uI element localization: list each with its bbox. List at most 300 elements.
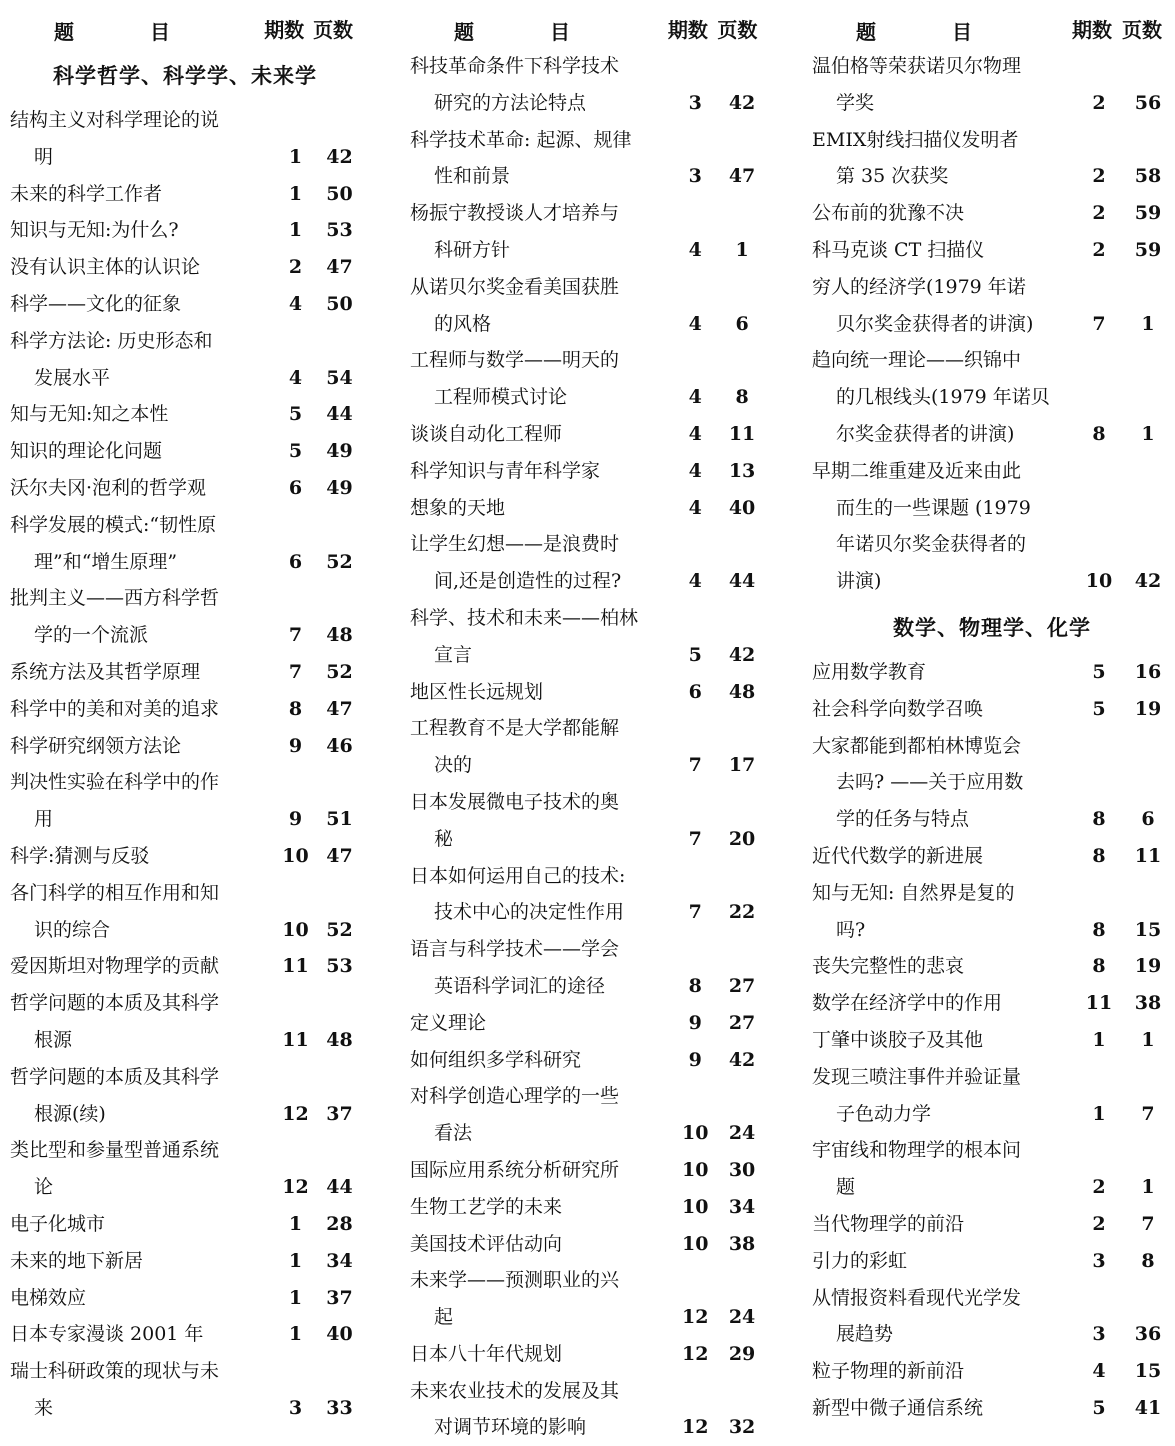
entry-issue: 5 [1092, 697, 1106, 720]
header-title-a: 题 [856, 20, 876, 44]
entry-title-line: 去吗? ——关于应用数 [836, 771, 1024, 794]
entry-title-line: 未来学——预测职业的兴 [410, 1269, 620, 1292]
toc-entry [10, 396, 360, 433]
entry-title [410, 858, 671, 932]
entry-issue: 10 [681, 1122, 709, 1145]
entry-issue: 10 [681, 1158, 709, 1181]
entry-title [10, 323, 272, 397]
entry-issue: 1 [288, 1323, 303, 1346]
toc-entry [812, 691, 1172, 728]
entry-title [410, 1373, 671, 1446]
entry-title [812, 48, 1074, 122]
entry-page: 20 [728, 827, 756, 850]
toc-entry [10, 1059, 360, 1133]
entry-page: 37 [326, 1286, 353, 1309]
toc-entry [10, 212, 360, 249]
entry-page: 8 [1141, 1249, 1155, 1272]
entry-title-line: 英语科学词汇的途径 [434, 974, 606, 997]
toc-entry [812, 1206, 1172, 1243]
entry-issue: 11 [1085, 992, 1113, 1015]
entry-issue: 2 [1092, 1176, 1106, 1199]
entry-title [812, 1243, 1074, 1280]
entry-title [410, 269, 671, 343]
entry-title-line: 从情报资料看现代光学发 [812, 1286, 1022, 1309]
entry-title-line: 发现三喷注事件并验证量 [812, 1065, 1022, 1088]
entry-title-line: 电子化城市 [10, 1212, 106, 1235]
toc-entry [10, 323, 360, 397]
toc-entry [10, 948, 360, 985]
entry-title [410, 453, 671, 490]
entry-title-line: 社会科学向数学召唤 [812, 697, 984, 720]
entry-title [812, 1022, 1074, 1059]
entry-title-line: 用 [34, 808, 54, 831]
entry-title [410, 1226, 671, 1263]
entry-title-line: 沃尔夫冈·泡利的哲学观 [10, 476, 207, 499]
toc-entry [410, 1005, 765, 1042]
entry-page: 49 [326, 476, 353, 499]
entry-title-line: 工程师模式讨论 [434, 386, 568, 409]
entry-issue: 2 [1092, 238, 1106, 261]
header-page: 页数 [1122, 17, 1162, 42]
entry-title-line: 数学在经济学中的作用 [812, 992, 1003, 1015]
entry-title-line: 吗? [836, 918, 866, 941]
toc-entry [410, 674, 765, 711]
entry-page: 1 [1141, 1176, 1155, 1199]
toc-entry [10, 1243, 360, 1280]
column-header [410, 8, 765, 48]
entry-title-line: 宣言 [434, 643, 473, 666]
entry-page: 47 [728, 165, 756, 188]
entry-title [10, 1059, 272, 1133]
toc-entry [10, 1353, 360, 1427]
entry-issue: 10 [282, 844, 309, 867]
entry-title [10, 102, 272, 176]
entry-title-line: 日本发展微电子技术的奥 [410, 790, 620, 813]
entry-issue: 1 [1092, 1028, 1106, 1051]
entry-issue: 1 [288, 182, 303, 205]
entry-issue: 10 [681, 1232, 709, 1255]
column-header [10, 8, 360, 48]
toc-entry [410, 416, 765, 453]
entry-issue: 9 [288, 734, 303, 757]
entry-title-line: 而生的一些课题 (1979 [836, 496, 1031, 519]
column-2 [410, 8, 765, 1438]
toc-entry [10, 176, 360, 213]
entry-title-line: 工程师与数学——明天的 [410, 349, 620, 372]
entry-title-line: 科学研究纲领方法论 [10, 734, 182, 757]
entry-page: 6 [735, 312, 749, 335]
entry-title [410, 931, 671, 1005]
entry-issue: 7 [288, 624, 303, 647]
toc-entry [812, 1022, 1172, 1059]
entry-title [10, 1316, 272, 1353]
entry-title [410, 1042, 671, 1079]
entry-issue: 1 [288, 145, 303, 168]
toc-entry [410, 1262, 765, 1336]
entry-title-line: 科学中的美和对美的追求 [10, 697, 220, 720]
entry-title [812, 691, 1074, 728]
entry-title [410, 1078, 671, 1152]
entry-page: 11 [1134, 844, 1162, 867]
entry-issue: 5 [1092, 660, 1106, 683]
entry-title [812, 232, 1074, 269]
entry-issue: 12 [681, 1416, 709, 1439]
entry-title [812, 195, 1074, 232]
toc-entry [812, 122, 1172, 196]
entry-issue: 7 [688, 827, 702, 850]
entry-title [410, 1262, 671, 1336]
entry-page: 28 [326, 1212, 353, 1235]
entry-issue: 6 [688, 680, 702, 703]
entry-issue: 6 [288, 550, 303, 573]
entry-title-line: 当代物理学的前沿 [812, 1212, 965, 1235]
entry-title [812, 654, 1074, 691]
entry-title-line: 新型中微子通信系统 [812, 1396, 984, 1419]
entry-title [10, 1132, 272, 1206]
entry-title [812, 1353, 1074, 1390]
toc-entry [410, 490, 765, 527]
entry-title-line: 定义理论 [410, 1011, 487, 1034]
entry-title [10, 691, 272, 728]
entry-title-line: 未来的地下新居 [10, 1249, 144, 1272]
entry-page: 19 [1134, 955, 1162, 978]
entry-title [10, 985, 272, 1059]
entry-title-line: 哲学问题的本质及其科学 [10, 1065, 220, 1088]
entry-issue: 4 [688, 422, 702, 445]
entry-title [812, 875, 1074, 949]
entry-title-line: 科学:猜测与反驳 [10, 844, 150, 867]
header-issue: 期数 [1072, 17, 1112, 42]
entry-page: 37 [326, 1102, 353, 1125]
entry-page: 33 [326, 1396, 353, 1419]
entry-title-line: 科学——文化的征象 [10, 292, 182, 315]
toc-entry [10, 102, 360, 176]
entry-page: 29 [728, 1342, 756, 1365]
entry-issue: 3 [688, 165, 702, 188]
entry-title-line: 论 [34, 1176, 54, 1199]
toc-entry [10, 249, 360, 286]
entry-title [812, 342, 1074, 452]
toc-entry [410, 600, 765, 674]
entry-page: 34 [326, 1249, 353, 1272]
entry-page: 59 [1134, 238, 1162, 261]
entry-page: 48 [326, 624, 353, 647]
entry-title [410, 674, 671, 711]
entry-title [10, 764, 272, 838]
entry-page: 38 [728, 1232, 756, 1255]
toc-entry [410, 931, 765, 1005]
entry-page: 24 [728, 1122, 756, 1145]
entry-issue: 10 [282, 918, 309, 941]
entry-issue: 8 [1092, 918, 1106, 941]
entry-issue: 4 [288, 366, 303, 389]
entry-page: 24 [728, 1306, 756, 1329]
entry-title-line: 粒子物理的新前沿 [812, 1360, 965, 1383]
entry-title [10, 654, 272, 691]
entry-issue: 8 [288, 697, 303, 720]
entry-title-line: 结构主义对科学理论的说 [10, 109, 220, 131]
entry-page: 27 [728, 974, 756, 997]
entry-page: 16 [1134, 660, 1162, 683]
entry-title-line: 第 35 次获奖 [836, 165, 949, 188]
entry-title [410, 490, 671, 527]
toc-entry [410, 453, 765, 490]
entry-title-line: 年诺贝尔奖金获得者的 [836, 533, 1027, 556]
entry-title-line: 地区性长远规划 [410, 680, 544, 703]
entry-title [812, 453, 1074, 600]
entry-title [410, 600, 671, 674]
entry-page: 7 [1141, 1102, 1155, 1125]
toc-entry [812, 269, 1172, 343]
entry-issue: 7 [688, 754, 702, 777]
entry-title [410, 122, 671, 196]
entry-page: 52 [326, 660, 353, 683]
toc-entry [410, 1042, 765, 1079]
entry-issue: 1 [288, 1249, 303, 1272]
entry-title-line: 根源(续) [34, 1102, 106, 1125]
entry-title-line: 类比型和参量型普通系统 [10, 1139, 220, 1162]
entry-title-line: 日本专家漫谈 2001 年 [10, 1323, 204, 1346]
entry-title [410, 1005, 671, 1042]
entry-title-line: 研究的方法论特点 [434, 91, 587, 114]
header-issue: 期数 [667, 17, 708, 42]
header-title [410, 8, 668, 48]
entry-page: 7 [1141, 1212, 1155, 1235]
entry-title [410, 784, 671, 858]
entry-page: 1 [735, 238, 749, 261]
entry-title [410, 1152, 671, 1189]
toc-entry [410, 269, 765, 343]
toc-entry [410, 526, 765, 600]
entry-page: 48 [728, 680, 756, 703]
entry-issue: 8 [1092, 844, 1106, 867]
entry-title-line: 理”和“增生原理” [34, 550, 178, 573]
entry-issue: 8 [1092, 808, 1106, 831]
entry-title-line: 科学、技术和未来——柏林 [410, 606, 639, 629]
toc-entry [812, 195, 1172, 232]
toc-entry [812, 875, 1172, 949]
entry-title-line: 引力的彩虹 [812, 1249, 908, 1272]
entry-title [812, 1059, 1074, 1133]
entry-page: 53 [326, 955, 353, 978]
toc-entry [410, 784, 765, 858]
entry-title-line: 哲学问题的本质及其科学 [10, 992, 220, 1015]
entry-title-line: 决的 [434, 754, 473, 777]
entry-issue: 7 [1092, 312, 1106, 335]
entry-title-line: 想象的天地 [410, 496, 506, 519]
entry-title-line: 公布前的犹豫不决 [812, 202, 965, 225]
entry-issue: 8 [1092, 422, 1106, 445]
toc-entry [812, 654, 1172, 691]
entry-page: 40 [728, 496, 756, 519]
entry-title-line: EMIX射线扫描仪发明者 [812, 128, 1019, 151]
toc-entry [812, 1243, 1172, 1280]
header-title-a: 题 [454, 20, 474, 44]
section-heading: 科学哲学、科学学、未来学 [53, 64, 317, 88]
entry-title [812, 838, 1074, 875]
toc-entry [10, 1316, 360, 1353]
entry-title [410, 48, 671, 122]
entry-title-line: 对科学创造心理学的一些 [410, 1085, 620, 1108]
entry-issue: 5 [288, 440, 303, 463]
column-1-entries [10, 48, 360, 1427]
entry-title [410, 526, 671, 600]
entry-title [10, 212, 272, 249]
entry-title-line: 日本八十年代规划 [410, 1342, 563, 1365]
entry-title-line: 应用数学教育 [812, 660, 927, 683]
entry-title [410, 1336, 671, 1373]
entry-issue: 3 [1092, 1249, 1106, 1272]
entry-title-line: 杨振宁教授谈人才培养与 [410, 202, 620, 225]
header-title [812, 8, 1072, 48]
toc-entry [410, 122, 765, 196]
entry-page: 50 [326, 182, 353, 205]
entry-title [812, 1206, 1074, 1243]
column-2-entries [410, 48, 765, 1446]
entry-title-line: 科学技术革命: 起源、规律 [410, 128, 632, 151]
entry-title-line: 学的任务与特点 [836, 808, 970, 831]
entry-title [410, 710, 671, 784]
entry-title-line: 谈谈自动化工程师 [410, 422, 563, 445]
entry-title [10, 1280, 272, 1317]
column-3 [812, 8, 1172, 1438]
entry-title-line: 根源 [34, 1028, 73, 1051]
entry-page: 52 [326, 918, 353, 941]
entry-title-line: 知识的理论化问题 [10, 440, 163, 463]
toc-entry [410, 1373, 765, 1446]
toc-entry [10, 985, 360, 1059]
toc-entry [10, 580, 360, 654]
entry-page: 42 [728, 1048, 756, 1071]
entry-issue: 4 [688, 459, 702, 482]
entry-title-line: 系统方法及其哲学原理 [10, 660, 201, 683]
entry-page: 42 [728, 643, 756, 666]
entry-page: 11 [728, 422, 756, 445]
entry-title-line: 讲演) [836, 570, 882, 593]
toc-entry [812, 1353, 1172, 1390]
entry-title-line: 间,还是创造性的过程? [434, 570, 622, 593]
entry-issue: 1 [1092, 1102, 1106, 1125]
header-title-a: 题 [54, 20, 74, 44]
entry-issue: 5 [688, 643, 702, 666]
entry-page: 51 [326, 808, 353, 831]
entry-page: 48 [326, 1028, 353, 1051]
entry-page: 44 [728, 570, 756, 593]
entry-page: 46 [326, 734, 353, 757]
entry-title-line: 秘 [434, 827, 454, 850]
entry-issue: 7 [288, 660, 303, 683]
entry-title-line: 从诺贝尔奖金看美国获胜 [410, 275, 620, 298]
entry-title-line: 来 [34, 1396, 54, 1419]
entry-title [10, 1243, 272, 1280]
header-page: 页数 [717, 17, 758, 42]
header-title-b: 目 [550, 20, 570, 44]
entry-title [10, 728, 272, 765]
entry-issue: 12 [282, 1176, 309, 1199]
entry-issue: 9 [688, 1048, 702, 1071]
entry-title-line: 丧失完整性的悲哀 [812, 955, 965, 978]
entry-title-line: 早期二维重建及近来由此 [812, 459, 1022, 482]
entry-title [410, 416, 671, 453]
entry-title-line: 知与无知: 自然界是复的 [812, 881, 1015, 904]
entry-title-line: 丁肇中谈胶子及其他 [812, 1028, 984, 1051]
entry-title [812, 948, 1074, 985]
entry-title-line: 让学生幻想——是浪费时 [410, 533, 620, 556]
toc-entry [10, 691, 360, 728]
entry-title-line: 爱因斯坦对物理学的贡献 [10, 955, 220, 978]
toc-entry [812, 948, 1172, 985]
entry-issue: 4 [688, 570, 702, 593]
entry-page: 1 [1141, 422, 1155, 445]
entry-issue: 3 [1092, 1323, 1106, 1346]
entry-title-line: 题 [836, 1176, 856, 1199]
entry-title-line: 国际应用系统分析研究所 [410, 1158, 620, 1181]
toc-entry [410, 858, 765, 932]
entry-issue: 2 [1092, 91, 1106, 114]
entry-page: 41 [1134, 1396, 1162, 1419]
entry-issue: 11 [282, 955, 309, 978]
entry-title [812, 1280, 1074, 1354]
entry-page: 42 [728, 91, 756, 114]
toc-entry [812, 342, 1172, 452]
entry-page: 44 [326, 403, 353, 426]
entry-title-line: 子色动力学 [836, 1102, 932, 1125]
entry-title-line: 日本如何运用自己的技术: [410, 864, 626, 887]
entry-title [10, 433, 272, 470]
toc-entry [410, 1226, 765, 1263]
column-header [812, 8, 1172, 48]
entry-title [10, 249, 272, 286]
entry-title-line: 明 [34, 145, 54, 168]
toc-entry [10, 1280, 360, 1317]
entry-issue: 2 [1092, 202, 1106, 225]
entry-title-line: 美国技术评估动向 [410, 1232, 563, 1255]
toc-entry [410, 1189, 765, 1226]
entry-title-line: 学奖 [836, 91, 875, 114]
entry-page: 52 [326, 550, 353, 573]
entry-issue: 1 [288, 1286, 303, 1309]
toc-entry [812, 1132, 1172, 1206]
entry-issue: 6 [288, 476, 303, 499]
entry-title [812, 985, 1074, 1022]
entry-title-line: 尔奖金获得者的讲演) [836, 422, 1015, 445]
entry-issue: 1 [288, 219, 303, 242]
entry-issue: 12 [681, 1342, 709, 1365]
entry-page: 1 [1141, 312, 1155, 335]
entry-title-line: 如何组织多学科研究 [410, 1048, 582, 1071]
entry-page: 47 [326, 697, 353, 720]
entry-title [10, 838, 272, 875]
entry-title-line: 对调节环境的影响 [434, 1416, 587, 1439]
entry-issue: 7 [688, 901, 702, 924]
entry-title-line: 科学方法论: 历史形态和 [10, 329, 213, 352]
toc-entry [812, 728, 1172, 838]
entry-title-line: 科技革命条件下科学技术 [410, 55, 620, 77]
entry-page: 15 [1134, 1360, 1162, 1383]
entry-title [10, 396, 272, 433]
toc-entry [10, 286, 360, 323]
entry-title-line: 科学发展的模式:“韧性原 [10, 513, 217, 536]
entry-title [812, 269, 1074, 343]
entry-title-line: 温伯格等荣获诺贝尔物理 [812, 55, 1022, 77]
entry-issue: 5 [288, 403, 303, 426]
entry-issue: 2 [288, 256, 303, 279]
entry-page: 1 [1141, 1028, 1155, 1051]
toc-entry [10, 1132, 360, 1206]
entry-page: 34 [728, 1195, 756, 1218]
entry-title-line: 判决性实验在科学中的作 [10, 771, 220, 794]
entry-issue: 2 [1092, 165, 1106, 188]
